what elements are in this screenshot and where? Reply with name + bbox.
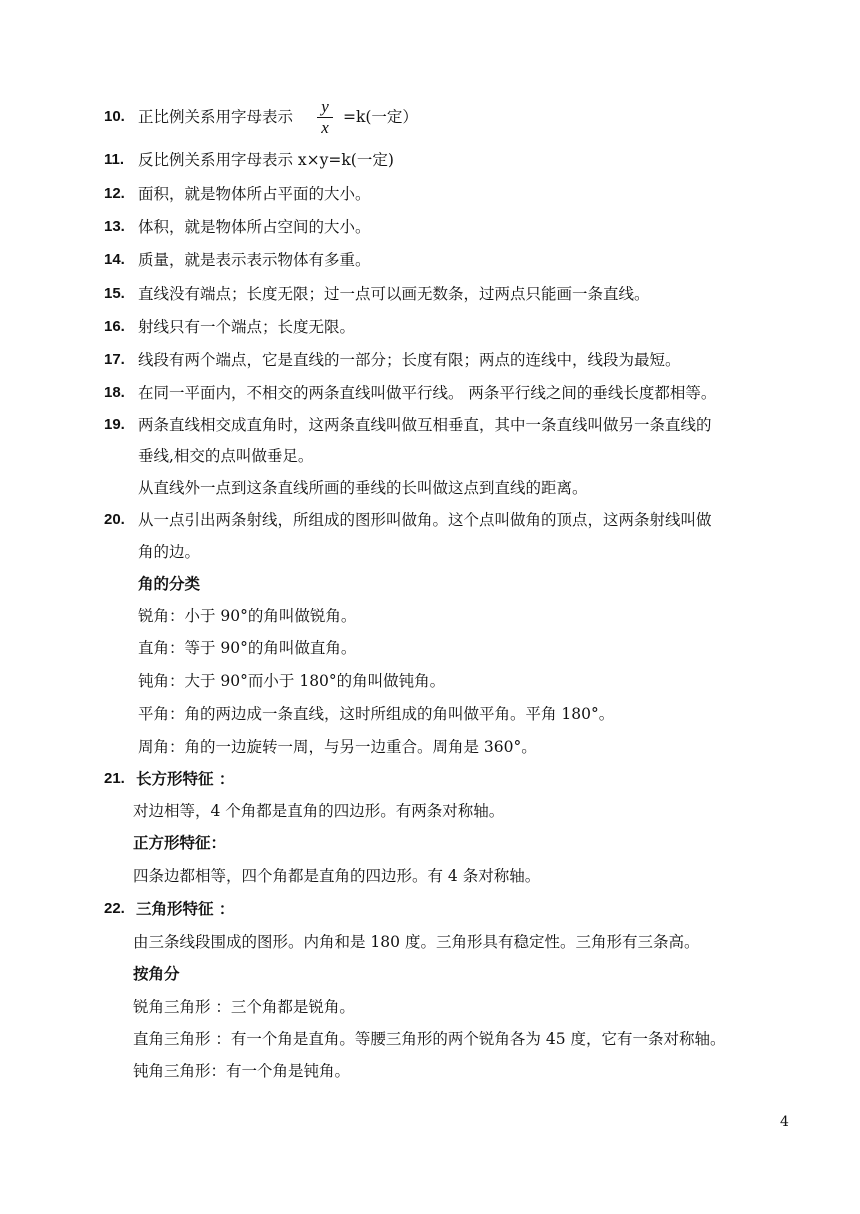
- obtuse-triangle-text: 钝角三角形：有一个角是钝角。: [133, 1062, 351, 1080]
- rectangle-heading: 长方形特征 ：: [136, 770, 235, 788]
- item-10-text-b: =k(一定）: [343, 108, 418, 126]
- fraction-numerator: y: [321, 97, 329, 116]
- item-number: 19.: [104, 416, 125, 433]
- item-number: 17.: [104, 351, 125, 368]
- square-heading: 正方形特征：: [133, 834, 227, 852]
- page-number: 4: [780, 1114, 789, 1130]
- item-number: 22.: [104, 900, 125, 917]
- item-number: 14.: [104, 251, 125, 268]
- item-text-continued: 角的边。: [138, 543, 201, 561]
- item-text: 射线只有一个端点；长度无限。: [138, 318, 356, 336]
- angle-classification-heading: 角的分类: [138, 575, 201, 593]
- item-text: 体积，就是物体所占空间的大小。: [138, 218, 371, 236]
- acute-angle-text: 锐角：小于 90°的角叫做锐角。: [138, 607, 357, 625]
- item-text: 直线没有端点；长度无限；过一点可以画无数条，过两点只能画一条直线。: [138, 285, 650, 303]
- straight-angle-text: 平角：角的两边成一条直线，这时所组成的角叫做平角。平角 180°。: [138, 705, 615, 723]
- item-text-continued: 从直线外一点到这条直线所画的垂线的长叫做这点到直线的距离。: [138, 479, 588, 497]
- square-description: 四条边都相等，四个角都是直角的四边形。有 4 条对称轴。: [133, 867, 541, 885]
- item-text: 线段有两个端点，它是直线的一部分；长度有限；两点的连线中，线段为最短。: [138, 351, 681, 369]
- item-number: 20.: [104, 511, 125, 528]
- right-angle-text: 直角：等于 90°的角叫做直角。: [138, 639, 357, 657]
- item-number: 21.: [104, 770, 125, 787]
- item-number: 10.: [104, 108, 125, 125]
- item-number: 18.: [104, 384, 125, 401]
- item-number: 16.: [104, 318, 125, 335]
- item-number: 11.: [104, 151, 125, 168]
- item-text: 两条直线相交成直角时，这两条直线叫做互相垂直，其中一条直线叫做另一条直线的: [138, 416, 712, 434]
- item-10-text-a: 正比例关系用字母表示: [138, 108, 294, 126]
- fraction-denominator: x: [321, 118, 329, 137]
- rectangle-description: 对边相等，4 个角都是直角的四边形。有两条对称轴。: [133, 802, 505, 820]
- item-text: 在同一平面内，不相交的两条直线叫做平行线。 两条平行线之间的垂线长度都相等。: [138, 384, 717, 402]
- item-text: 质量，就是表示表示物体有多重。: [138, 251, 371, 269]
- item-number: 13.: [104, 218, 125, 235]
- triangle-description: 由三条线段围成的图形。内角和是 180 度。三角形具有稳定性。三角形有三条高。: [133, 933, 700, 951]
- fraction-y-over-x: [317, 98, 333, 137]
- right-triangle-text: 直角三角形 ：有一个角是直角。等腰三角形的两个锐角各为 45 度，它有一条对称轴。: [133, 1030, 726, 1048]
- triangle-heading: 三角形特征 ：: [136, 900, 235, 918]
- obtuse-angle-text: 钝角：大于 90°而小于 180°的角叫做钝角。: [138, 672, 446, 690]
- item-text: 面积，就是物体所占平面的大小。: [138, 185, 371, 203]
- item-text-continued: 垂线,相交的点叫做垂足。: [138, 447, 314, 465]
- item-number: 12.: [104, 185, 125, 202]
- item-number: 15.: [104, 285, 125, 302]
- triangle-by-angle-heading: 按角分: [133, 965, 180, 983]
- item-text: 从一点引出两条射线，所组成的图形叫做角。这个点叫做角的顶点，这两条射线叫做: [138, 511, 712, 529]
- full-angle-text: 周角：角的一边旋转一周，与另一边重合。周角是 360°。: [138, 738, 537, 756]
- item-text: 反比例关系用字母表示 x×y=k(一定): [138, 151, 394, 169]
- acute-triangle-text: 锐角三角形 ：三个角都是锐角。: [133, 998, 355, 1016]
